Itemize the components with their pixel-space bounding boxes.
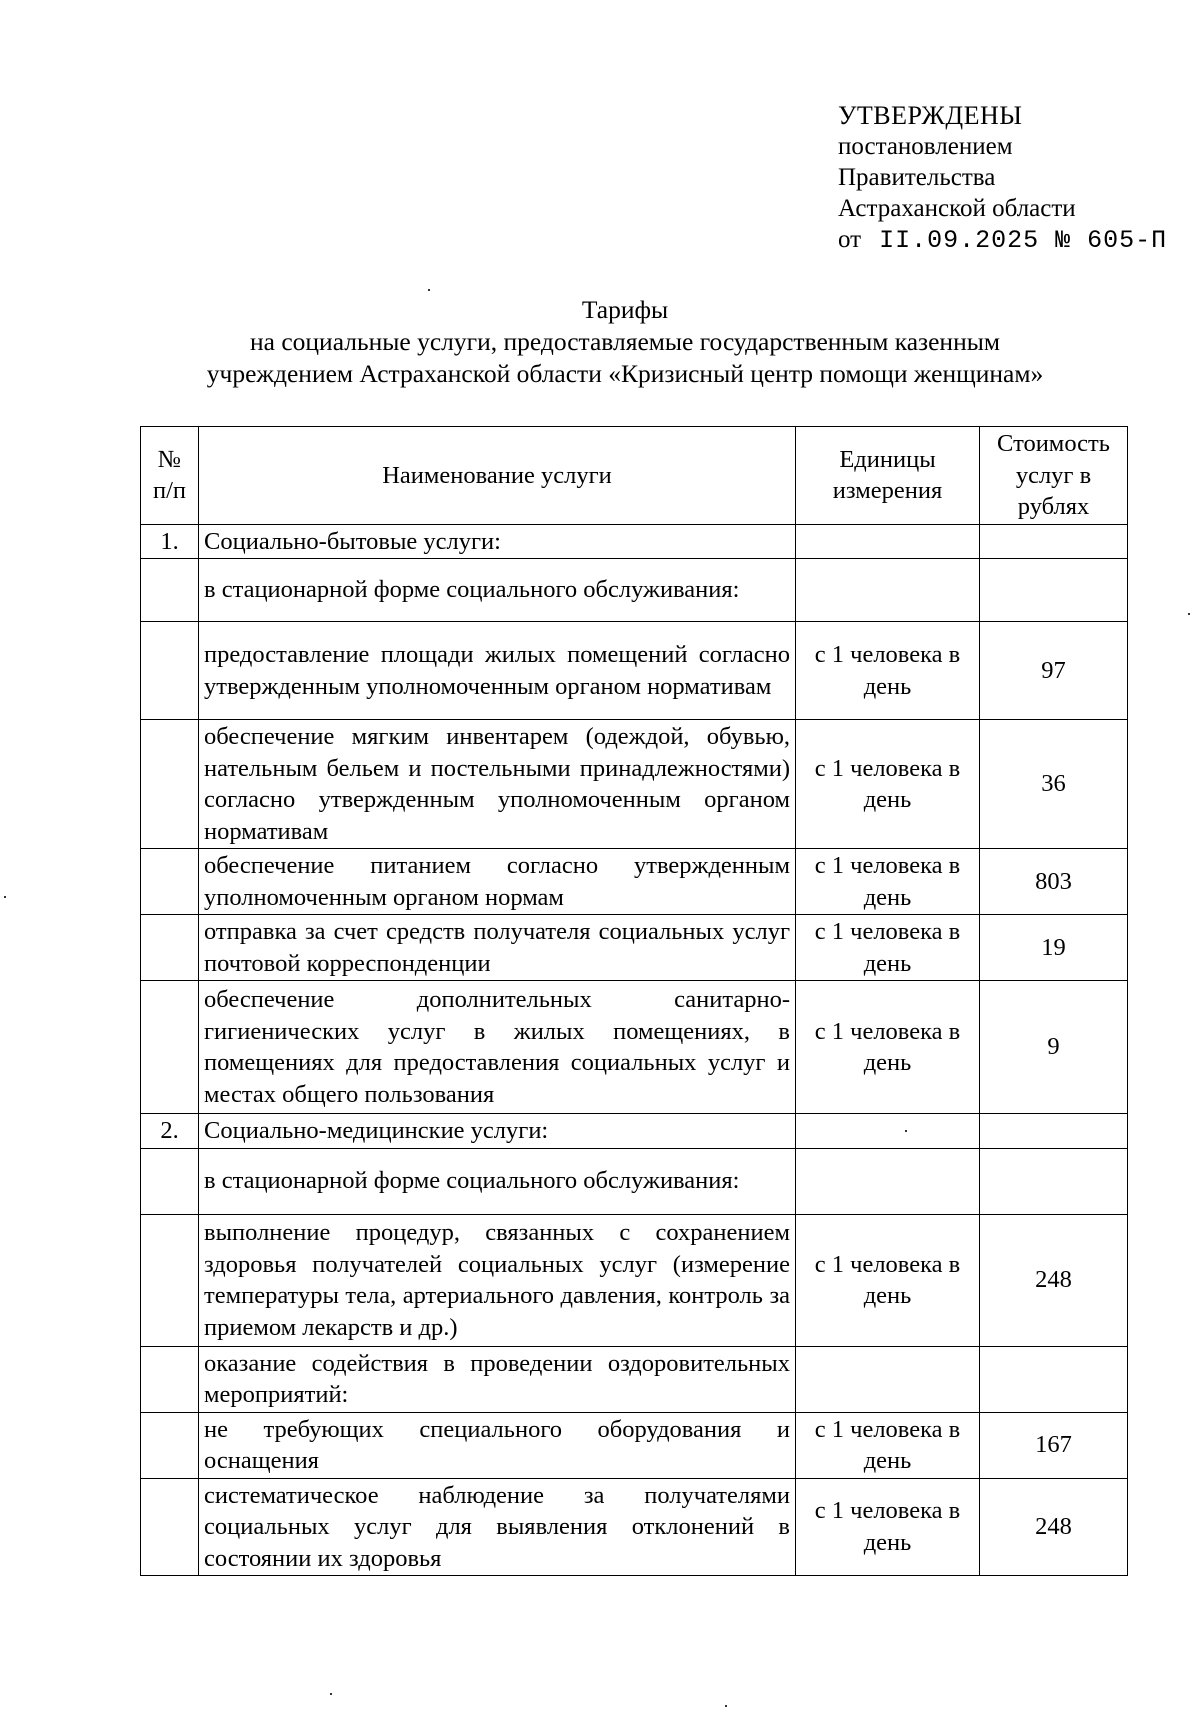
cell-service-name: не требующих специального оборудования и оснащения: [199, 1412, 796, 1478]
table-row: [141, 1214, 1128, 1346]
table-row: [141, 1114, 1128, 1149]
scan-speck: [330, 1693, 332, 1695]
cell-service-name: оказание содействия в проведении оздоровительных мероприятий:: [199, 1346, 796, 1412]
table-row: [141, 1148, 1128, 1214]
cell-unit: [796, 1114, 980, 1149]
cell-num: [141, 1346, 199, 1412]
table-row: [141, 720, 1128, 849]
cell-price: 9: [980, 981, 1128, 1114]
cell-unit: [796, 1148, 980, 1214]
cell-unit: [796, 1346, 980, 1412]
approval-block: [838, 100, 1167, 256]
table-row: [141, 981, 1128, 1114]
heading-title: Тарифы: [581, 295, 669, 324]
scan-speck: [1188, 613, 1190, 615]
table-row: [141, 559, 1128, 622]
cell-service-name: Социально-бытовые услуги:: [199, 524, 796, 559]
heading-line-3: учреждением Астраханской области «Кризисный центр помощи женщинам»: [206, 359, 1044, 388]
cell-price: 19: [980, 915, 1128, 981]
cell-num: [141, 1412, 199, 1478]
cell-price: 248: [980, 1214, 1128, 1346]
cell-price: 97: [980, 622, 1128, 720]
cell-unit: [796, 524, 980, 559]
approval-line-3: Астраханской области: [838, 195, 1076, 222]
header-price: Стоимость услуг в рублях: [980, 427, 1128, 525]
table-row: [141, 1412, 1128, 1478]
document-heading: [0, 294, 1200, 390]
cell-num: [141, 720, 199, 849]
cell-unit: с 1 человека в день: [796, 849, 980, 915]
header-unit: Единицы измерения: [796, 427, 980, 525]
cell-price: 803: [980, 849, 1128, 915]
cell-num: [141, 849, 199, 915]
cell-num: [141, 622, 199, 720]
cell-price: 167: [980, 1412, 1128, 1478]
cell-price: [980, 1114, 1128, 1149]
table-row: [141, 1346, 1128, 1412]
tariffs-table: [140, 426, 1128, 1576]
table-row: [141, 849, 1128, 915]
cell-unit: с 1 человека в день: [796, 981, 980, 1114]
cell-num: 2.: [141, 1114, 199, 1149]
cell-service-name: обеспечение мягким инвентарем (одеждой, обувью, нательным бельем и постельными принадлежностями) согласно утвержденным уполномоченным органом нормативам: [199, 720, 796, 849]
cell-unit: с 1 человека в день: [796, 622, 980, 720]
cell-num: [141, 915, 199, 981]
approval-title: УТВЕРЖДЕНЫ: [838, 101, 1023, 130]
approval-line-1: постановлением: [838, 133, 1013, 160]
cell-num: [141, 1478, 199, 1576]
cell-unit: [796, 559, 980, 622]
cell-price: 36: [980, 720, 1128, 849]
cell-service-name: предоставление площади жилых помещений согласно утвержденным уполномоченным органом нормативам: [199, 622, 796, 720]
cell-price: [980, 524, 1128, 559]
approval-line-2: Правительства: [838, 164, 996, 191]
cell-price: [980, 1148, 1128, 1214]
heading-line-2: на социальные услуги, предоставляемые государственным казенным: [250, 327, 1000, 356]
cell-service-name: обеспечение питанием согласно утвержденным уполномоченным органом нормам: [199, 849, 796, 915]
cell-service-name: Социально-медицинские услуги:: [199, 1114, 796, 1149]
approval-date-line: [838, 224, 1167, 256]
approval-number-stamp: II.09.2025 № 605-П: [879, 226, 1168, 255]
cell-num: [141, 1148, 199, 1214]
header-num: № п/п: [141, 427, 199, 525]
cell-service-name: отправка за счет средств получателя социальных услуг почтовой корреспонденции: [199, 915, 796, 981]
table-row: [141, 915, 1128, 981]
header-name: Наименование услуги: [199, 427, 796, 525]
table-row: [141, 524, 1128, 559]
cell-service-name: систематическое наблюдение за получателями социальных услуг для выявления отклонений в состоянии их здоровья: [199, 1478, 796, 1576]
table-row: [141, 1478, 1128, 1576]
cell-num: [141, 559, 199, 622]
table-header-row: [141, 427, 1128, 525]
scan-speck: [428, 289, 430, 291]
scan-speck: [725, 1705, 727, 1707]
cell-service-name: в стационарной форме социального обслуживания:: [199, 1148, 796, 1214]
cell-unit: с 1 человека в день: [796, 1412, 980, 1478]
cell-unit: с 1 человека в день: [796, 915, 980, 981]
cell-num: [141, 1214, 199, 1346]
cell-num: [141, 981, 199, 1114]
scan-speck: [905, 1130, 907, 1132]
cell-num: 1.: [141, 524, 199, 559]
scan-speck: [4, 896, 6, 898]
cell-price: 248: [980, 1478, 1128, 1576]
cell-unit: с 1 человека в день: [796, 720, 980, 849]
cell-service-name: выполнение процедур, связанных с сохранением здоровья получателей социальных услуг (измерение температуры тела, артериального давления, контроль за приемом лекарств и др.): [199, 1214, 796, 1346]
cell-unit: с 1 человека в день: [796, 1478, 980, 1576]
table-row: [141, 622, 1128, 720]
cell-service-name: обеспечение дополнительных санитарно-гигиенических услуг в жилых помещениях, в помещениях для предоставления социальных услуг и местах общего пользования: [199, 981, 796, 1114]
cell-price: [980, 559, 1128, 622]
cell-price: [980, 1346, 1128, 1412]
cell-unit: с 1 человека в день: [796, 1214, 980, 1346]
approval-from: от: [838, 226, 862, 253]
cell-service-name: в стационарной форме социального обслуживания:: [199, 559, 796, 622]
